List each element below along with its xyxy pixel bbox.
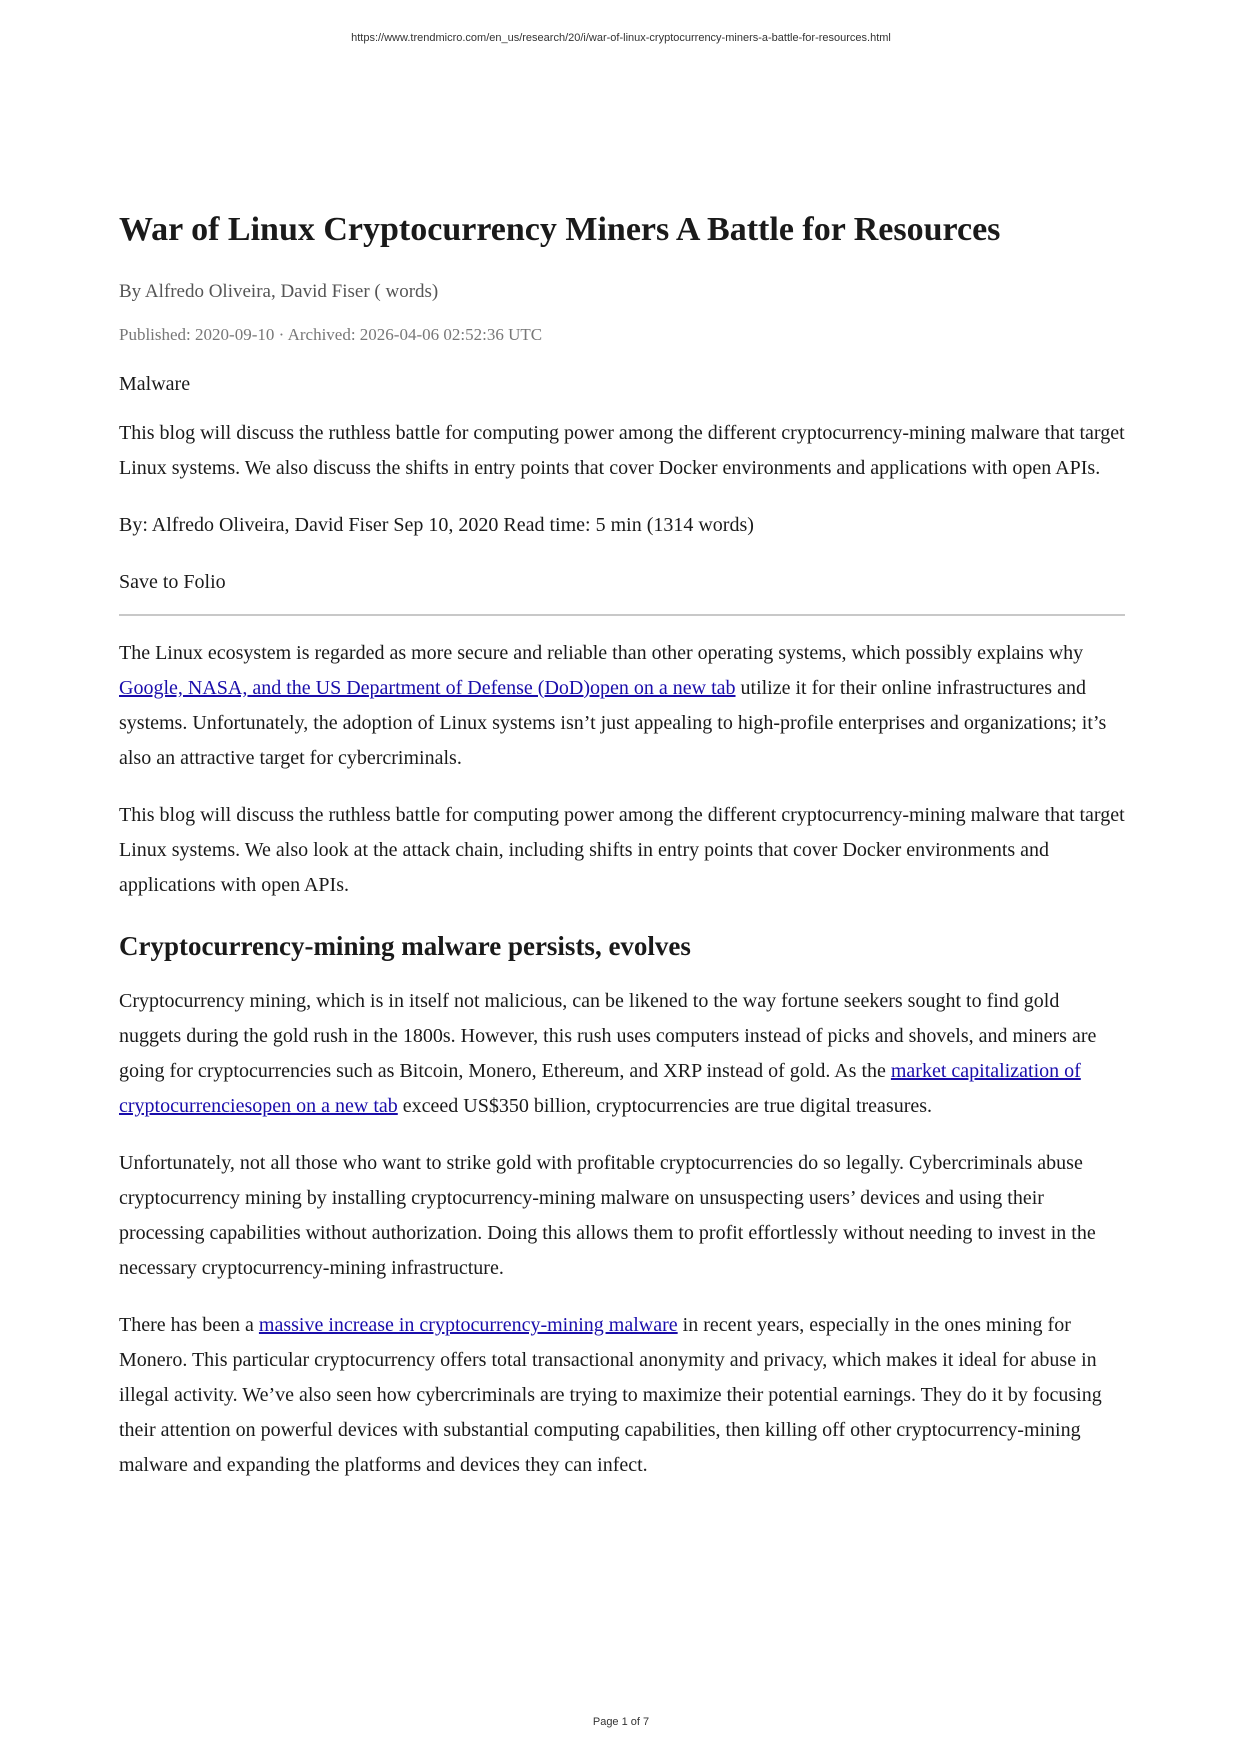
p5-text-end: in recent years, especially in the ones mining for Monero. This particular cryptocurrency offers total transactional anonymity and privacy, which makes it ideal for abuse in illegal activity. We’ve also seen how cybercriminals are trying to maximize their potential earnings. They do it by focusing their attention on powerful devices with substantial computing capabilities, then killing off other cryptocurrency-mining malware and expanding the platforms and devices they can infect. <box>119 1313 1102 1476</box>
article-title: War of Linux Cryptocurrency Miners A Battle for Resources <box>119 211 1001 248</box>
paragraph-2: This blog will discuss the ruthless battle for computing power among the different cryptocurrency-mining malware that target Linux systems. We also look at the attack chain, including shifts in entry points that cover Docker environments and applications with open APIs. <box>119 803 1125 896</box>
publish-info: Published: 2020-09-10 · Archived: 2026-04-06 02:52:36 UTC <box>119 324 543 344</box>
link-mining-malware-increase[interactable]: massive increase in cryptocurrency-mining malware <box>258 1313 678 1336</box>
summary-paragraph: This blog will discuss the ruthless battle for computing power among the different cryptocurrency-mining malware that target Linux systems. We also discuss the shifts in entry points that cover Docker environments and applications with open APIs. <box>119 421 1125 479</box>
p3-text-end: exceed US$350 billion, cryptocurrencies are true digital treasures. <box>397 1094 933 1117</box>
meta-line: By: Alfredo Oliveira, David Fiser Sep 10, 2020 Read time: 5 min (1314 words) <box>119 513 754 536</box>
p3-text-start: Cryptocurrency mining, which is in itself not malicious, can be likened to the way fortune seekers sought to find gold nuggets during the gold rush in the 1800s. However, this rush uses computers instead of picks and shovels, and miners are going for cryptocurrencies such as Bitcoin, Monero, Ethereum, and XRP instead of gold. As the <box>119 989 1097 1082</box>
save-to-folio[interactable]: Save to Folio <box>119 570 226 593</box>
paragraph-4: Unfortunately, not all those who want to strike gold with profitable cryptocurrencies do so legally. Cybercriminals abuse cryptocurrency mining by installing cryptocurrency-mining malware on unsuspecting users’ devices and using their processing capabilities without authorization. Doing this allows them to profit effortlessly without needing to invest in the necessary cryptocurrency-mining infrastructure. <box>119 1151 1096 1279</box>
p1-text-start: The Linux ecosystem is regarded as more secure and reliable than other operating systems, which possibly explains why <box>119 641 1084 664</box>
link-market-capitalization[interactable]: market capitalization of cryptocurrenciesopen on a new tab <box>119 1059 1081 1117</box>
paragraph-3 <box>119 984 1125 1124</box>
article-content <box>119 210 1125 1505</box>
paragraph-5 <box>119 1308 1125 1483</box>
paragraph-1 <box>119 636 1125 776</box>
link-google-nasa-dod[interactable]: Google, NASA, and the US Department of Defense (DoD)open on a new tab <box>119 676 736 699</box>
divider <box>119 614 1125 616</box>
p1-text-end: utilize it for their online infrastructures and systems. Unfortunately, the adoption of Linux systems isn’t just appealing to high-profile enterprises and organizations; it’s also an attractive target for cybercriminals. <box>119 676 1107 769</box>
page-number: Page 1 of 7 <box>592 1716 650 1728</box>
page-url-header: https://www.trendmicro.com/en_us/research/20/i/war-of-linux-cryptocurrency-miners-a-battle-for-resources.html <box>351 32 891 44</box>
section-heading: Cryptocurrency-mining malware persists, evolves <box>119 930 691 961</box>
p5-text-start: There has been a <box>119 1313 259 1336</box>
article-byline: By Alfredo Oliveira, David Fiser ( words) <box>119 280 439 302</box>
category-label: Malware <box>119 372 191 395</box>
